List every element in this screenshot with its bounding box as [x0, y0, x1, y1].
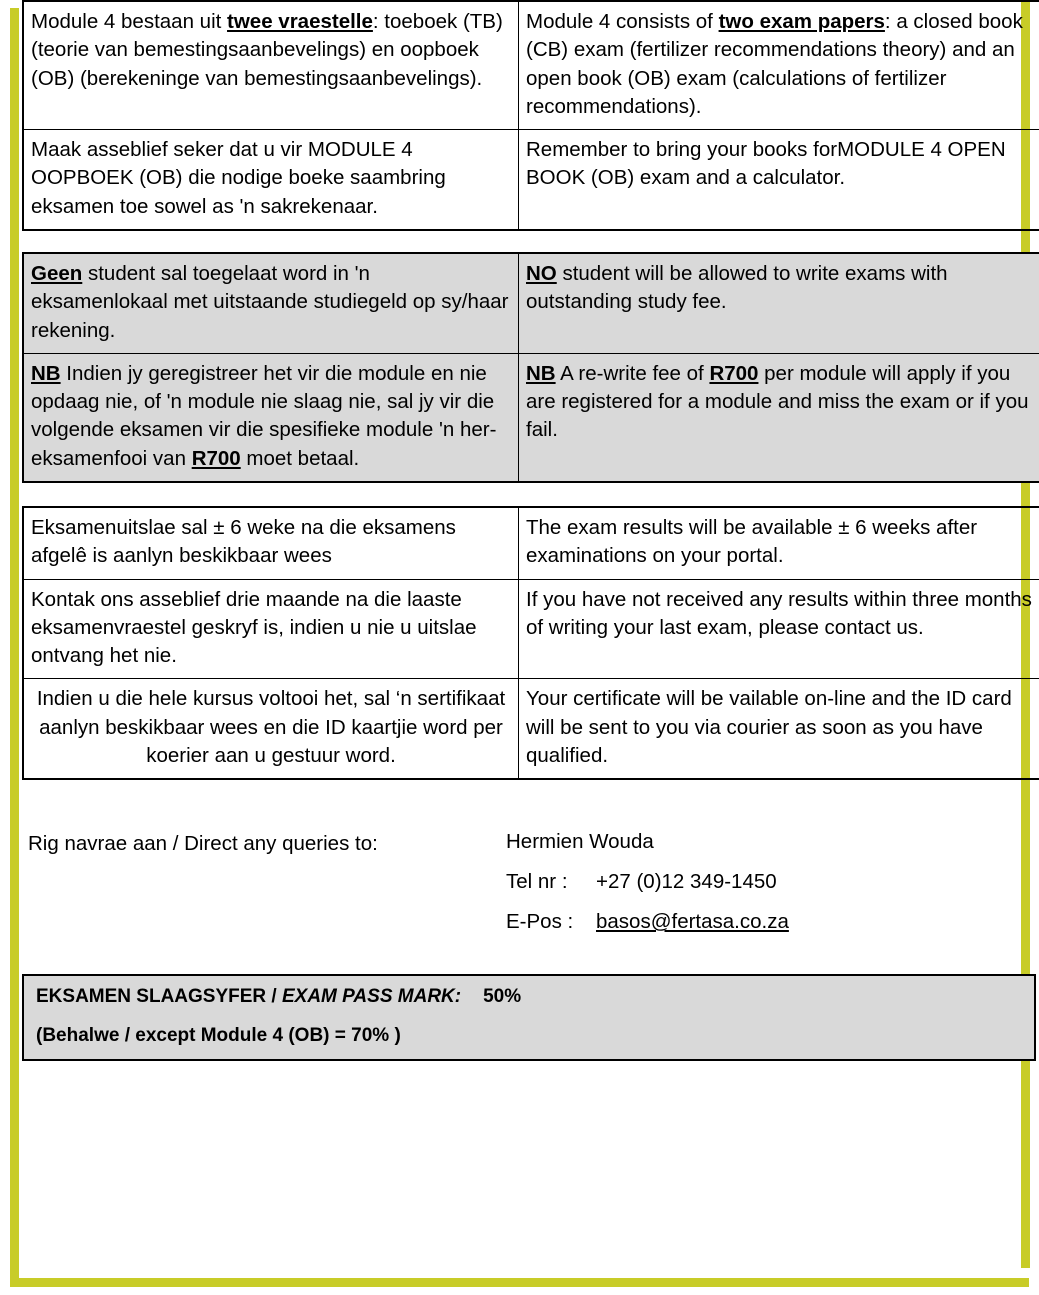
pass-mark-note: (Behalwe / except Module 4 (OB) = 70% )	[36, 1025, 401, 1047]
contact-tel-line	[506, 870, 789, 894]
text-segment: student sal toegelaat word in 'n eksamenlokaal met uitstaande studiegeld op sy/haar rekening.	[31, 261, 509, 342]
cell-contact-us-af	[23, 579, 519, 679]
pass-mark-title-af: EKSAMEN SLAAGSYFER /	[36, 986, 282, 1008]
cell-no-student-af	[23, 253, 519, 353]
cell-no-student-en	[519, 253, 1039, 353]
text-segment: Indien jy geregistreer het vir die module en nie opdaag nie, of 'n module nie slaag nie, sal jy vir die volgende eksamen vir die spesifieke module 'n her-eksamenfooi van	[31, 361, 497, 470]
contact-email-label: E-Pos :	[506, 910, 574, 934]
page-border-left	[10, 8, 19, 1287]
table-row	[23, 130, 1039, 230]
table-gap	[22, 231, 1017, 252]
text-segment: eksamenvraestel geskryf is, indien u nie u uitslae ontvang het nie.	[31, 615, 477, 668]
text-segment: exam and a calculator.	[634, 166, 846, 190]
emphasis-nb-af: NB	[31, 361, 61, 385]
table-row	[23, 1, 1039, 130]
cell-bring-books-en	[519, 130, 1039, 230]
text-segment: per module will apply if you are registered for a module and miss the exam or if you fail.	[526, 361, 1029, 442]
cell-exam-papers-af	[23, 1, 519, 130]
table-row	[23, 353, 1039, 482]
cell-certificate-en: Your certificate will be vailable on-line and the ID card will be sent to you via courier as soon as you have qualified.	[519, 679, 1039, 779]
text-segment: student will be allowed to write exams with outstanding study fee.	[526, 261, 948, 314]
emphasis-nb-en: NB	[526, 361, 556, 385]
contact-details	[506, 830, 789, 950]
cell-rewrite-fee-en	[519, 353, 1039, 482]
contact-email-link[interactable]: basos@fertasa.co.za	[596, 910, 789, 934]
cell-results-timing-af: Eksamenuitslae sal ± 6 weke na die eksamens afgelê is aanlyn beskikbaar wees	[23, 507, 519, 579]
emphasis-twee-vraestelle: twee vraestelle	[227, 10, 373, 33]
text-segment: , please contact us.	[747, 615, 924, 639]
cell-bring-books-af	[23, 130, 519, 230]
table-study-fees	[22, 252, 1039, 483]
emphasis-r700-en: R700	[709, 361, 759, 385]
emphasis-geen: Geen	[31, 261, 83, 285]
text-segment: Maak asseblief seker dat u vir	[31, 138, 308, 162]
table-row	[23, 579, 1039, 679]
table-row	[23, 507, 1039, 579]
text-segment: A re-write fee of	[555, 361, 710, 385]
cell-exam-papers-en	[519, 1, 1039, 130]
text-segment: : toeboek (TB) (teorie van bemestingsaanbevelings) en oopboek (OB) (berekeninge van bemestingsaanbevelings).	[31, 10, 503, 90]
emphasis-two-exam-papers: two exam papers	[718, 10, 885, 33]
table-results	[22, 506, 1039, 780]
text-segment: Module 4 consists of	[526, 10, 719, 33]
text-segment: die nodige boeke saambring eksamen toe sowel as 'n sakrekenaar.	[31, 166, 446, 218]
cell-certificate-af: Indien u die hele kursus voltooi het, sal ‘n sertifikaat aanlyn beskikbaar wees en die ID kaartjie word per koerier aan u gestuur word.	[23, 679, 519, 779]
table-gap	[22, 483, 1017, 506]
pass-mark-title-row	[36, 987, 1024, 1006]
emphasis-module4-oopboek: MODULE 4 OOPBOEK (OB)	[31, 138, 413, 190]
text-segment: moet betaal.	[240, 446, 360, 470]
contact-email-line	[506, 910, 789, 934]
contact-name: Hermien Wouda	[506, 830, 654, 854]
contact-label: Rig navrae aan / Direct any queries to:	[28, 832, 378, 856]
contact-tel-label: Tel nr :	[506, 870, 568, 894]
emphasis-die-laaste: die laaste	[374, 587, 462, 611]
table-row	[23, 253, 1039, 353]
cell-rewrite-fee-af	[23, 353, 519, 482]
emphasis-no: NO	[526, 261, 557, 285]
cell-contact-us-en	[519, 579, 1039, 679]
contact-tel-value: +27 (0)12 349-1450	[596, 870, 777, 894]
text-segment: : a closed book (CB) exam (fertilizer recommendations theory) and an open book (OB) exam (calculations of fertilizer recommendations).	[526, 10, 1023, 118]
cell-results-timing-en: The exam results will be available ± 6 weeks after examinations on your portal.	[519, 507, 1039, 579]
pass-mark-title-en: EXAM PASS MARK:	[281, 986, 462, 1008]
emphasis-last-exam: last exam	[659, 615, 748, 639]
emphasis-module4-open-book: MODULE 4 OPEN BOOK (OB)	[526, 138, 1006, 190]
text-segment: Module 4 bestaan uit	[31, 10, 228, 33]
pass-mark-value: 50%	[483, 986, 522, 1008]
emphasis-r700-af: R700	[191, 446, 241, 470]
table-exam-papers	[22, 0, 1039, 231]
contact-block	[22, 822, 1017, 952]
table-row	[23, 679, 1039, 779]
document-page	[22, 0, 1032, 1295]
pass-mark-box	[22, 974, 1036, 1061]
text-segment: Kontak ons asseblief drie maande na	[31, 587, 375, 611]
text-segment: Remember to bring your books for	[526, 138, 838, 162]
text-segment: If you have not received any results within three months of writing your	[526, 587, 1032, 639]
